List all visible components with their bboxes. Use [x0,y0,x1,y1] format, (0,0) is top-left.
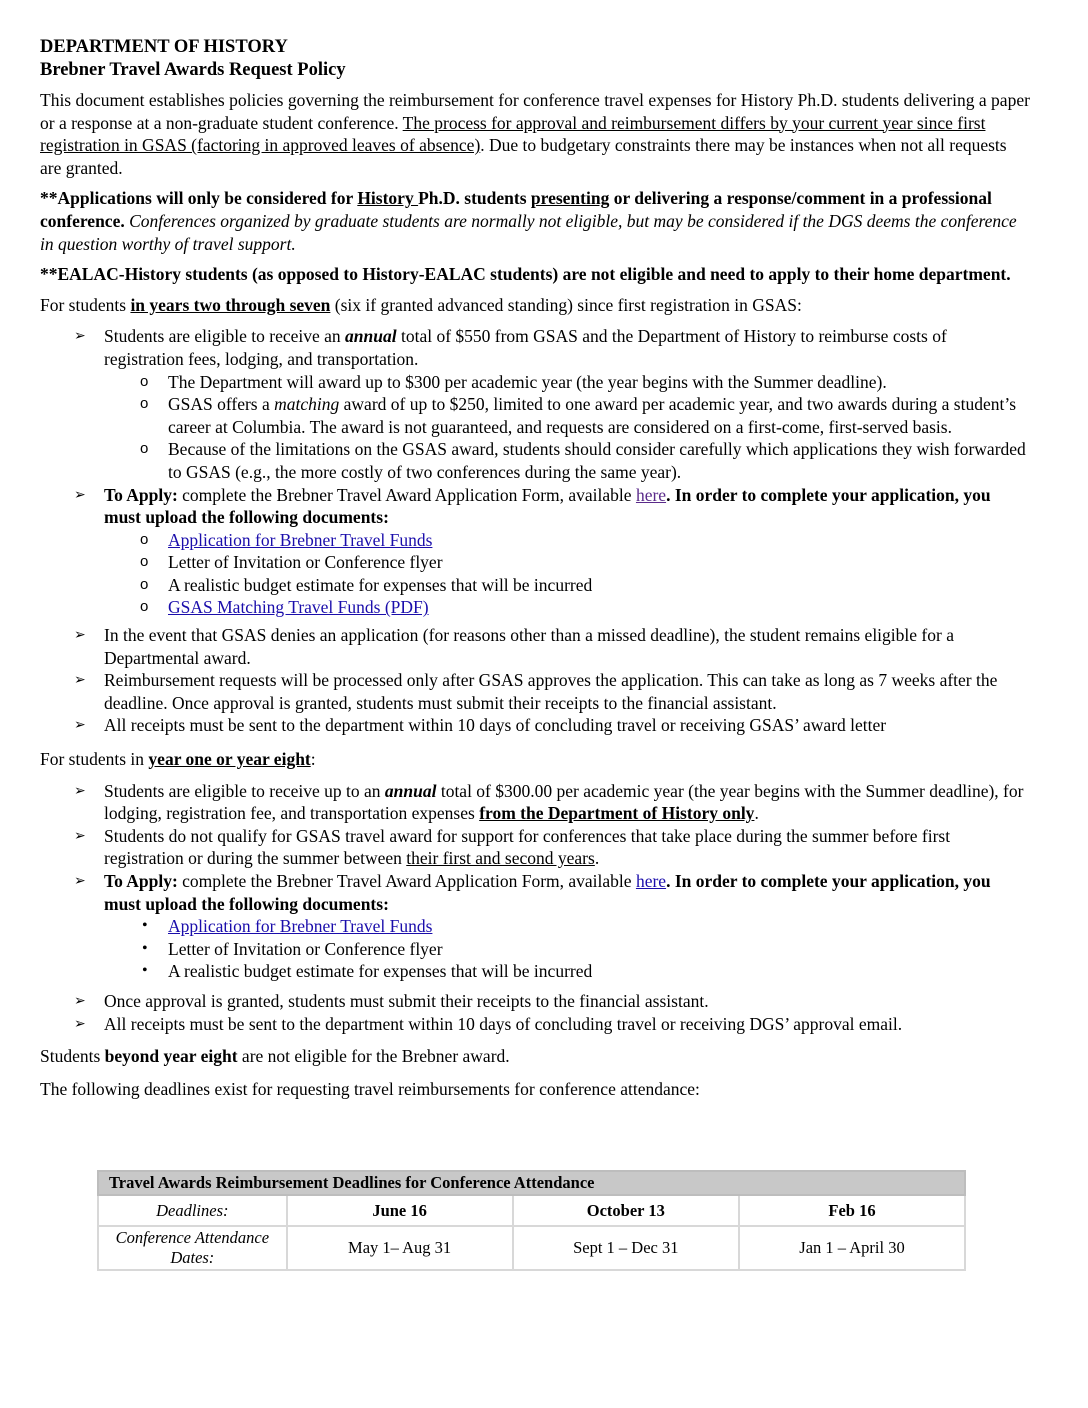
circle-bullet-icon: o [140,598,149,616]
arrow-bullet-icon: ➢ [74,782,86,799]
list-item: ➢ All receipts must be sent to the department within 10 days of concluding travel or receiving GSAS’ award letter [74,715,887,736]
table-cell: May 1– Aug 31 [287,1226,513,1270]
list-item [104,915,1030,938]
list-item: ➢ Students are eligible to receive up to an annual total of $300.00 per academic year (the year begins with the Summer deadline), for lodging, registration fee, and transportation expenses from the Department of History only. [74,780,1024,824]
deadlines-intro: The following deadlines exist for requesting travel reimbursements for conference attendance: [40,1078,700,1099]
list-item: o A realistic budget estimate for expenses that will be incurred [140,574,593,595]
department-heading: DEPARTMENT OF HISTORY [40,37,288,57]
list-item: o The Department will award up to $300 per academic year (the year begins with the Summer deadline). [140,371,887,392]
circle-bullet-icon: o [140,575,149,593]
table-cell: Jan 1 – April 30 [739,1226,965,1270]
application-form-link[interactable]: here [635,484,667,505]
list-item: ➢ All receipts must be sent to the department within 10 days of concluding travel or receiving DGS’ approval email. [74,1013,903,1034]
deadlines-table [97,1170,966,1271]
section-a-lead: For students in years two through seven (six if granted advanced standing) since first registration in GSAS: [40,294,802,315]
list-item: ➢ To Apply: complete the Brebner Travel Award Application Form, available here. In order to complete your application, you must upload the following documents: o Application for Brebner Travel Funds o Letter of Invitation or Conference flyer o A realistic budget estimate for expenses that will be incurred o GSAS Matching Travel Funds (PDF) [40,484,1030,620]
list-item: o Because of the limitations on the GSAS award, students should consider carefully which applications they wish forwarded to GSAS (e.g., the more costly of two conferences during the same year). [140,439,1026,482]
list-item [104,596,1030,619]
arrow-bullet-icon: ➢ [74,328,86,345]
row-label: Conference Attendance Dates: [98,1226,287,1270]
table-cell: Feb 16 [739,1195,965,1226]
table-caption: Travel Awards Reimbursement Deadlines for Conference Attendance [98,1171,965,1195]
list-item: o GSAS offers a matching award of up to $250, limited to one award per academic year, and two awards during a student’s career at Columbia. The award is not guaranteed, and requests are considered on a first-come, first-served basis. [140,394,1017,437]
circle-bullet-icon: o [140,553,149,571]
list-item: ➢ Students do not qualify for GSAS travel award for support for conferences that take place during the summer before first registration or during the summer between their first and second years. [74,825,951,869]
eligibility-notice: **Applications will only be considered for History Ph.D. students presenting or delivering a response/comment in a professional conference. Conferences organized by graduate students are normally not eligible, but may be considered if the DGS deems the conference in question worthy of travel support. [40,188,1017,254]
arrow-bullet-icon: ➢ [74,717,86,734]
circle-bullet-icon: o [140,530,149,548]
list-item: ➢ Reimbursement requests will be processed only after GSAS approves the application. This can take as long as 7 weeks after the deadline. Once approval is granted, students must submit their receipts to the financial assistant. [74,670,998,713]
bullet-dot-icon: • [142,939,148,957]
section-b-list [40,780,1030,1036]
arrow-bullet-icon: ➢ [74,992,86,1009]
circle-bullet-icon: o [140,372,149,390]
brebner-funds-link[interactable]: Application for Brebner Travel Funds [168,916,433,937]
bullet-dot-icon: • [142,962,148,980]
list-item: ➢ Students are eligible to receive an annual total of $550 from GSAS and the Department of History to reimburse costs of registration fees, lodging, and transportation. o The Department will award up to $300 per academic year (the year begins with the Summer deadline). o GSAS offers a matching award of up to $250, limited to one award per academic year, and two awards during a student’s career at Columbia. The award is not guaranteed, and requests are considered on a first-come, first-served basis. o Because of the limitations on the GSAS award, students should consider carefully which applications they wish forwarded to GSAS (e.g., the more costly of two conferences during the same year). [40,325,1030,483]
table-cell: June 16 [287,1195,513,1226]
list-item: o Letter of Invitation or Conference flyer [140,552,443,573]
bullet-dot-icon: • [142,917,148,935]
list-item: • Letter of Invitation or Conference flyer [142,938,443,959]
arrow-bullet-icon: ➢ [74,873,86,889]
section-a-list [40,325,1030,737]
circle-bullet-icon: o [140,440,149,458]
policy-title: Brebner Travel Awards Request Policy [40,60,346,80]
arrow-bullet-icon: ➢ [74,672,86,689]
arrow-bullet-icon: ➢ [74,486,86,503]
list-item: ➢ To Apply: complete the Brebner Travel Award Application Form, available here. In order to complete your application, you must upload the following documents: • Application for Brebner Travel Funds • Letter of Invitation or Conference flyer • A realistic budget estimate for expenses that will be incurred [40,870,1030,983]
policy-document [40,36,1030,1100]
list-item: • A realistic budget estimate for expenses that will be incurred [142,961,593,982]
circle-bullet-icon: o [140,395,149,413]
table-row [98,1195,965,1226]
application-form-link[interactable]: here [635,871,667,891]
table-cell: Sept 1 – Dec 31 [513,1226,739,1270]
intro-paragraph: This document establishes policies governing the reimbursement for conference travel expenses for History Ph.D. students delivering a paper or a response at a non-graduate student conference. The process for approval and reimbursement differs by your current year since first registration in GSAS (factoring in approved leaves of absence). Due to budgetary constraints there may be instances when not all requests are granted. [40,90,1030,178]
list-item: ➢ Once approval is granted, students must submit their receipts to the financial assistant. [74,990,709,1011]
brebner-funds-link[interactable]: Application for Brebner Travel Funds [168,529,433,550]
beyond-year-eight: Students beyond year eight are not eligible for the Brebner award. [40,1046,510,1067]
arrow-bullet-icon: ➢ [74,1015,86,1032]
arrow-bullet-icon: ➢ [74,627,86,644]
table-row [98,1226,965,1270]
list-item: ➢ In the event that GSAS denies an application (for reasons other than a missed deadline), the student remains eligible for a Departmental award. [74,625,954,668]
list-item [104,529,1030,552]
ealac-notice: **EALAC-History students (as opposed to History-EALAC students) are not eligible and need to apply to their home department. [40,264,1011,285]
gsas-matching-pdf-link[interactable]: GSAS Matching Travel Funds (PDF) [168,597,429,618]
section-b-lead: For students in year one or year eight: [40,749,316,770]
row-label: Deadlines: [98,1195,287,1226]
arrow-bullet-icon: ➢ [74,827,86,844]
table-cell: October 13 [513,1195,739,1226]
